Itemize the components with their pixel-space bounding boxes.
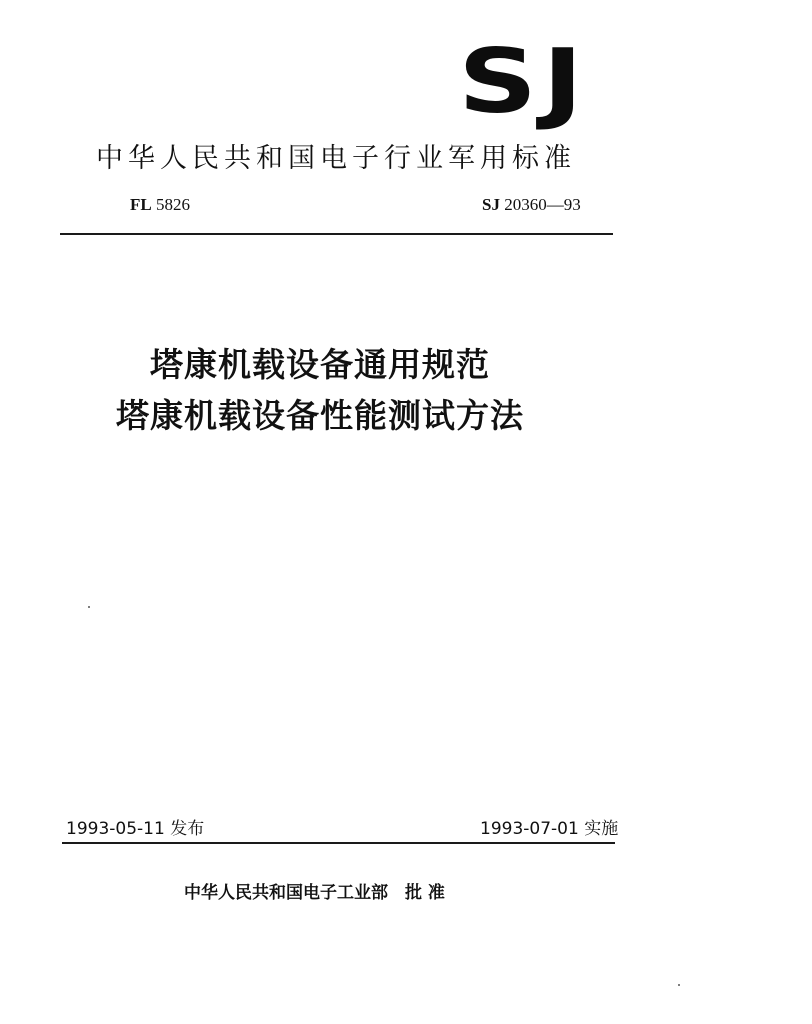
standard-code — [482, 195, 581, 215]
classification-code — [130, 195, 190, 215]
classification-prefix: FL — [130, 195, 152, 214]
scan-speck — [678, 984, 680, 986]
classification-number: 5826 — [155, 195, 190, 214]
footer-divider — [62, 842, 615, 844]
sj-logo: SJ — [458, 30, 589, 133]
document-title-line-2: 塔康机载设备性能测试方法 — [116, 396, 524, 435]
standard-prefix: SJ — [482, 195, 500, 214]
standard-category-heading: 中华人民共和国电子行业军用标准 — [96, 143, 576, 174]
scan-speck — [88, 606, 90, 608]
issue-date: 1993-05-11 发布 — [66, 819, 205, 839]
header-divider — [60, 233, 613, 235]
approving-authority: 中华人民共和国电子工业部 批 准 — [184, 883, 445, 903]
document-title-line-1: 塔康机载设备通用规范 — [150, 345, 490, 384]
standard-number: 20360—93 — [504, 195, 581, 214]
effective-date: 1993-07-01 实施 — [480, 819, 619, 839]
